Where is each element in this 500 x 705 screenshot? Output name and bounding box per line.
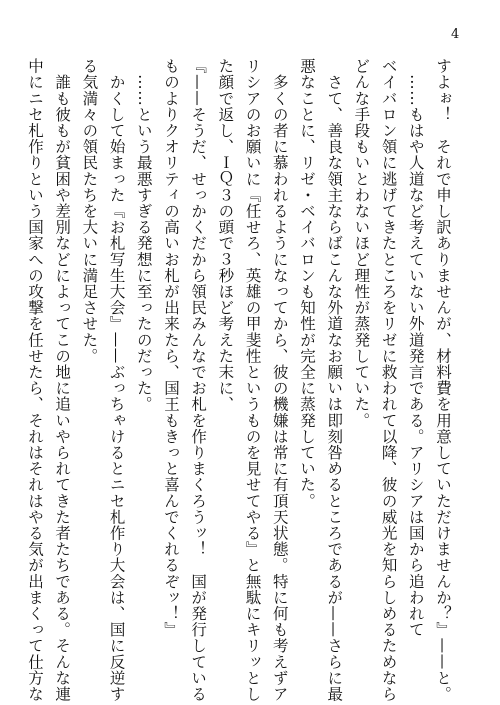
text-line: ベイバロン領に逃げてきたところをリゼに救われて以降、彼の威光を知らしめるためなら [379,58,398,702]
text-line: どんな手段もいとわないほど理性が蒸発していた。 [352,58,371,429]
text-line: ものよりクオリティの高いお札が出来たら、国王もきっと喜んでくれるぞッ！』 [161,58,180,638]
page-number: 4 [451,27,460,42]
text-line: 多くの者に慕われるようになってから、彼の機嫌は常に有頂天状態。特に何も考えずア [270,58,289,702]
text-line: 『——そうだ、せっかくだから領民みんなでお札を作りまくろうッ！ 国が発行している [189,58,208,702]
text-line: 誰も彼もが貧困や差別などによってこの地に追いやられてきた者たちである。そんな連 [53,58,72,702]
text-line: る気満々の領民たちを大いに満足させた。 [80,58,99,364]
text-line: ……という最悪すぎる発想に至ったのだった。 [134,58,153,413]
text-line: 中にニセ札作りという国家への攻撃を任せたら、それはそれはやる気が出まくって仕方な [25,58,44,702]
text-line: かくして始まった『お札写生大会』——ぶっちゃけるとニセ札作り大会は、国に反逆す [107,58,126,702]
vertical-text-body [21,58,456,702]
text-line: た顔で返し、ＩＱ３の頭で３秒ほど考えた末に、 [216,58,235,413]
text-line: すよぉ！ それで申し訳ありませんが、材料費を用意していただけませんか？』——と。 [434,58,452,702]
text-line: ……もはや人道など考えていない外道発言である。アリシアは国から追われて [406,58,425,638]
text-line: 悪なことに、リゼ・ベイバロンも知性が完全に蒸発していた。 [297,58,316,509]
text-line: リシアのお願いに『任せろ、英雄の甲斐性というものを見せてやる』と無駄にキリッとし [243,58,262,702]
text-line: さて、善良な領主ならばこんな外道なお願いは即刻咎めるところであるが——さらに最 [325,58,344,702]
